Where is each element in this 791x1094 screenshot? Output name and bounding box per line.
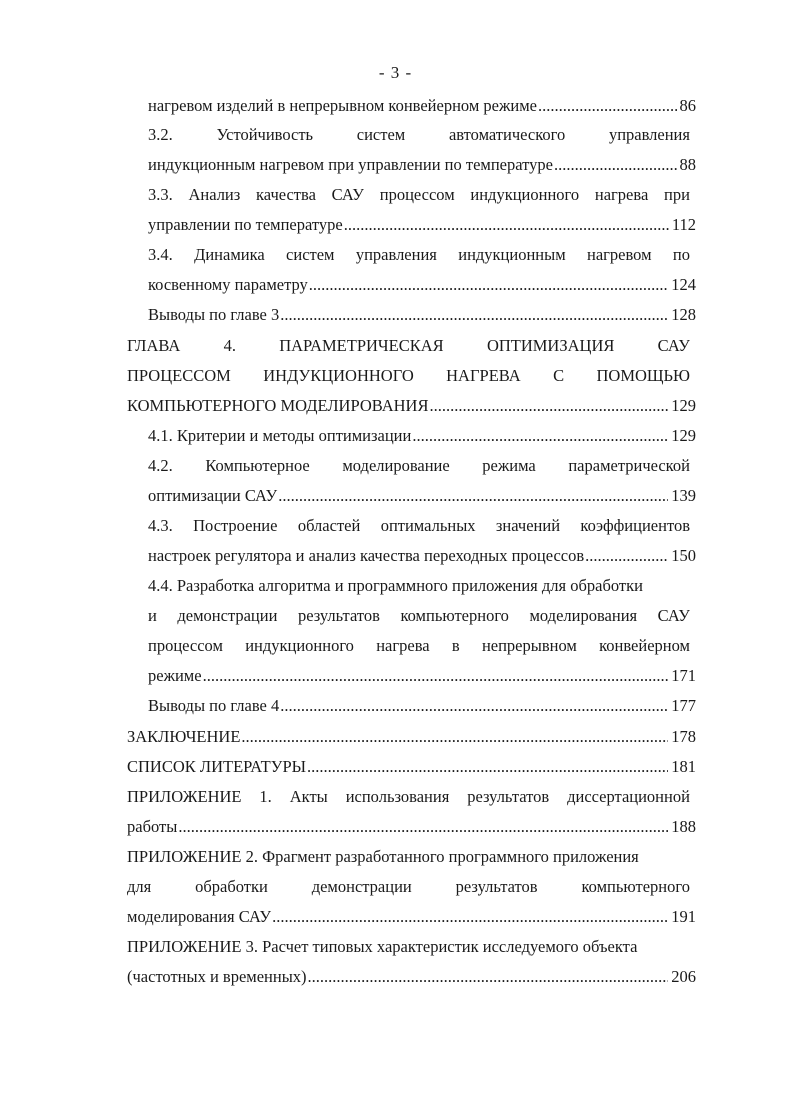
toc-word: Построение <box>193 516 278 535</box>
toc-line <box>148 661 696 691</box>
toc-line <box>148 601 690 631</box>
toc-page-number: 188 <box>671 817 696 836</box>
toc-word: 3.2. <box>148 125 173 144</box>
dot-leader <box>280 300 668 330</box>
toc-line <box>148 150 696 180</box>
toc-word: в <box>451 636 460 655</box>
toc-word: Динамика <box>194 245 265 264</box>
toc-page-number: 139 <box>671 486 696 505</box>
toc-word: ПАРАМЕТРИЧЕСКАЯ <box>279 336 444 355</box>
toc-word: 3.3. <box>148 185 173 204</box>
toc-entry-title: индукционным нагревом при управлении по температуре <box>148 155 553 174</box>
toc-line <box>127 902 696 932</box>
toc-word: САУ <box>657 336 690 355</box>
toc-word: индукционного <box>245 636 354 655</box>
dot-leader <box>554 150 677 180</box>
toc-line <box>127 932 696 962</box>
toc-entry-title: управлении по температуре <box>148 215 343 234</box>
toc-line <box>127 842 696 872</box>
toc-word: по <box>672 245 690 264</box>
toc-word: ИНДУКЦИОННОГО <box>263 366 414 385</box>
toc-word: оптимальных <box>380 516 476 535</box>
toc-line <box>127 782 690 812</box>
dot-leader <box>307 752 668 782</box>
toc-word: 4. <box>223 336 236 355</box>
dot-leader <box>538 91 677 121</box>
toc-line <box>148 180 690 210</box>
toc-line <box>127 872 690 902</box>
toc-line <box>148 451 690 481</box>
toc-word: систем <box>286 245 335 264</box>
toc-word: ПОМОЩЬЮ <box>596 366 690 385</box>
toc-line <box>148 511 690 541</box>
dot-leader <box>272 902 668 932</box>
toc-word: демонстрации <box>311 877 412 896</box>
toc-entry-title: нагревом изделий в непрерывном конвейерном режиме <box>148 96 537 115</box>
toc-entry-title: оптимизации САУ <box>148 486 278 505</box>
toc-line <box>127 722 696 752</box>
toc-line <box>148 91 696 121</box>
toc-word: САУ <box>331 185 364 204</box>
toc-page-number: 129 <box>671 396 696 415</box>
toc-page-number: 128 <box>671 305 696 324</box>
toc-word: 4.3. <box>148 516 173 535</box>
toc-word: значений <box>495 516 561 535</box>
toc-line <box>148 210 696 240</box>
toc-word: управления <box>608 125 690 144</box>
toc-word: ОПТИМИЗАЦИЯ <box>486 336 615 355</box>
toc-entry-title: работы <box>127 817 178 836</box>
toc-line <box>148 481 696 511</box>
toc-word: результатов <box>467 787 550 806</box>
toc-word: САУ <box>657 606 690 625</box>
toc-entry-title: ЗАКЛЮЧЕНИЕ <box>127 727 241 746</box>
toc-word: использования <box>345 787 450 806</box>
toc-line <box>127 812 696 842</box>
dot-leader <box>412 421 668 451</box>
toc-word: компьютерного <box>400 606 509 625</box>
toc-word: ПРИЛОЖЕНИЕ <box>127 787 242 806</box>
toc-page-number: 171 <box>671 666 696 685</box>
toc-word: демонстрации <box>177 606 278 625</box>
toc-entry-title: СПИСОК ЛИТЕРАТУРЫ <box>127 757 307 776</box>
toc-line <box>127 361 690 391</box>
toc-word: нагрева <box>594 185 649 204</box>
toc-word: нагревом <box>587 245 652 264</box>
toc-entry-title: настроек регулятора и анализ качества переходных процессов <box>148 546 585 565</box>
toc-page-number: 88 <box>679 155 696 174</box>
toc-word: Компьютерное <box>205 456 310 475</box>
toc-line <box>148 571 696 601</box>
toc-word: Устойчивость <box>216 125 314 144</box>
toc-word: моделирования <box>529 606 638 625</box>
toc-line <box>148 300 696 330</box>
toc-entry-title: косвенному параметру <box>148 275 308 294</box>
toc-line <box>148 270 696 300</box>
toc-page-number: 112 <box>671 215 696 234</box>
dot-leader <box>344 210 669 240</box>
toc-line <box>127 331 690 361</box>
toc-line <box>148 240 690 270</box>
toc-entry-title: ПРИЛОЖЕНИЕ 3. Расчет типовых характеристик исследуемого объекта <box>127 937 638 956</box>
toc-page-number: 191 <box>671 907 696 926</box>
toc-word: результатов <box>297 606 380 625</box>
toc-page-number: 86 <box>679 96 696 115</box>
toc-word: моделирование <box>342 456 450 475</box>
toc-entry-title: 4.1. Критерии и методы оптимизации <box>148 426 412 445</box>
toc-entry-title: КОМПЬЮТЕРНОГО МОДЕЛИРОВАНИЯ <box>127 396 429 415</box>
toc-word: индукционным <box>458 245 566 264</box>
toc-word: непрерывном <box>481 636 577 655</box>
toc-line <box>148 541 696 571</box>
toc-entry-title: режиме <box>148 666 202 685</box>
toc-entry-title: моделирования САУ <box>127 907 272 926</box>
toc-word: НАГРЕВА <box>446 366 521 385</box>
toc-word: Анализ <box>188 185 241 204</box>
dot-leader <box>178 812 668 842</box>
toc-line <box>127 752 696 782</box>
toc-line <box>148 691 696 721</box>
toc-word: обработки <box>195 877 268 896</box>
toc-word: результатов <box>455 877 538 896</box>
toc-word: 3.4. <box>148 245 173 264</box>
toc-word: и <box>148 606 157 625</box>
toc-line <box>148 631 690 661</box>
toc-line <box>127 391 696 421</box>
toc-entry-title: (частотных и временных) <box>127 967 307 986</box>
dot-leader <box>429 391 668 421</box>
page-number: - 3 - <box>378 63 413 82</box>
toc-line <box>127 962 696 992</box>
toc-word: процессом <box>148 636 223 655</box>
dot-leader <box>280 691 668 721</box>
toc-word: ГЛАВА <box>127 336 181 355</box>
toc-page-number: 206 <box>671 967 696 986</box>
toc-line <box>148 421 696 451</box>
toc-page-number: 177 <box>671 696 696 715</box>
toc-word: систем <box>356 125 406 144</box>
toc-word: режима <box>482 456 536 475</box>
toc-word: автоматического <box>448 125 566 144</box>
toc-entry-title: Выводы по главе 4 <box>148 696 280 715</box>
dot-leader <box>278 481 668 511</box>
toc-word: 4.2. <box>148 456 173 475</box>
toc-word: нагрева <box>376 636 430 655</box>
toc-word: индукционного <box>470 185 580 204</box>
toc-page-number: 150 <box>671 546 696 565</box>
toc-entry-title: Выводы по главе 3 <box>148 305 280 324</box>
toc-page-number: 181 <box>671 757 696 776</box>
toc-word: при <box>664 185 690 204</box>
toc-word: качества <box>256 185 316 204</box>
toc-word: конвейерном <box>599 636 690 655</box>
toc-word: коэффициентов <box>580 516 690 535</box>
toc-word: областей <box>297 516 361 535</box>
toc-line <box>148 120 690 150</box>
toc-word: процессом <box>379 185 455 204</box>
toc-page-number: 129 <box>671 426 696 445</box>
dot-leader <box>309 270 668 300</box>
toc-word: Акты <box>289 787 328 806</box>
toc-entry-title: 4.4. Разработка алгоритма и программного приложения для обработки <box>148 576 643 595</box>
toc-page-number: 178 <box>671 727 696 746</box>
dot-leader <box>308 962 669 992</box>
dot-leader <box>585 541 668 571</box>
toc-word: 1. <box>259 787 272 806</box>
dot-leader <box>241 722 668 752</box>
toc-word: ПРОЦЕССОМ <box>127 366 231 385</box>
toc-word: компьютерного <box>581 877 690 896</box>
toc-word: С <box>553 366 565 385</box>
toc-word: параметрической <box>568 456 690 475</box>
toc-page-number: 124 <box>671 275 696 294</box>
toc-word: управления <box>355 245 437 264</box>
toc-word: для <box>127 877 152 896</box>
toc-entry-title: ПРИЛОЖЕНИЕ 2. Фрагмент разработанного программного приложения <box>127 847 639 866</box>
toc-word: диссертационной <box>567 787 690 806</box>
dot-leader <box>203 661 669 691</box>
